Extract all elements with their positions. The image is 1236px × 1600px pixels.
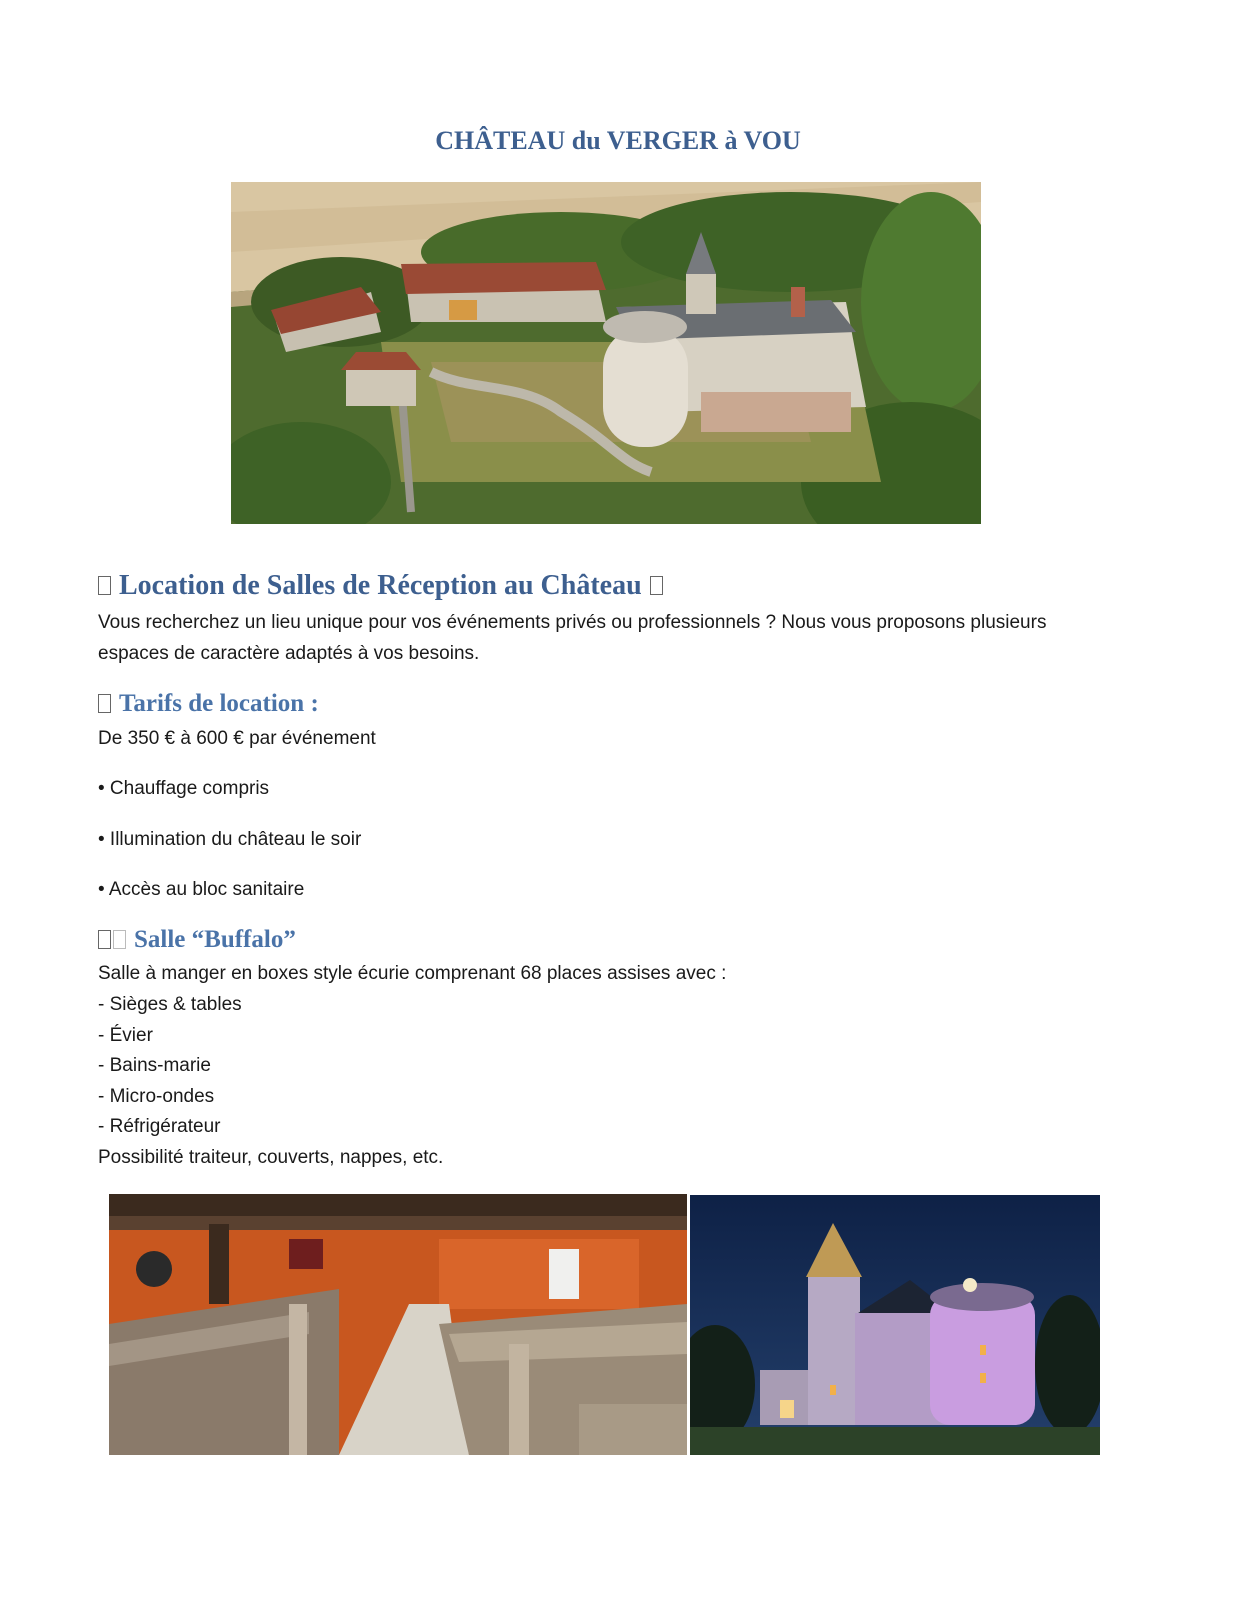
buffalo-feature-microwave: - Micro-ondes	[98, 1086, 215, 1107]
buffalo-feature-bain-marie: - Bains-marie	[98, 1055, 211, 1076]
reception-heading-text: Location de Salles de Réception au Château	[119, 570, 642, 601]
buffalo-description: Salle à manger en boxes style écurie comprenant 68 places assises avec :	[98, 963, 727, 984]
tarifs-item-illumination: • Illumination du château le soir	[98, 829, 362, 850]
reception-heading	[98, 570, 663, 602]
missing-glyph-icon	[98, 576, 111, 595]
tarifs-item-heating: • Chauffage compris	[98, 778, 270, 799]
buffalo-heading	[98, 926, 296, 954]
reception-intro: Vous recherchez un lieu unique pour vos événements privés ou professionnels ? Nous vous proposons plusieurs espaces de caractère adaptés à vos besoins.	[98, 612, 1047, 664]
buffalo-feature-sink: - Évier	[98, 1025, 153, 1046]
chateau-aerial-photo	[231, 182, 981, 524]
buffalo-note: Possibilité traiteur, couverts, nappes, etc.	[98, 1147, 444, 1168]
missing-glyph-icon	[650, 576, 663, 595]
tarifs-heading-text: Tarifs de location :	[119, 690, 319, 717]
buffalo-heading-text: Salle “Buffalo”	[134, 926, 296, 953]
missing-glyph-icon	[98, 694, 111, 713]
missing-glyph-icon	[98, 930, 111, 949]
chateau-night-photo	[690, 1195, 1100, 1455]
tarifs-item-sanitary: • Accès au bloc sanitaire	[98, 879, 305, 900]
tarifs-price: De 350 € à 600 € par événement	[98, 728, 376, 749]
buffalo-feature-seats: - Sièges & tables	[98, 994, 242, 1015]
missing-glyph-icon	[113, 930, 126, 949]
document-title: CHÂTEAU du VERGER à VOU	[435, 126, 801, 155]
tarifs-heading	[98, 690, 319, 718]
buffalo-feature-fridge: - Réfrigérateur	[98, 1116, 221, 1137]
buffalo-room-photo	[109, 1194, 687, 1455]
